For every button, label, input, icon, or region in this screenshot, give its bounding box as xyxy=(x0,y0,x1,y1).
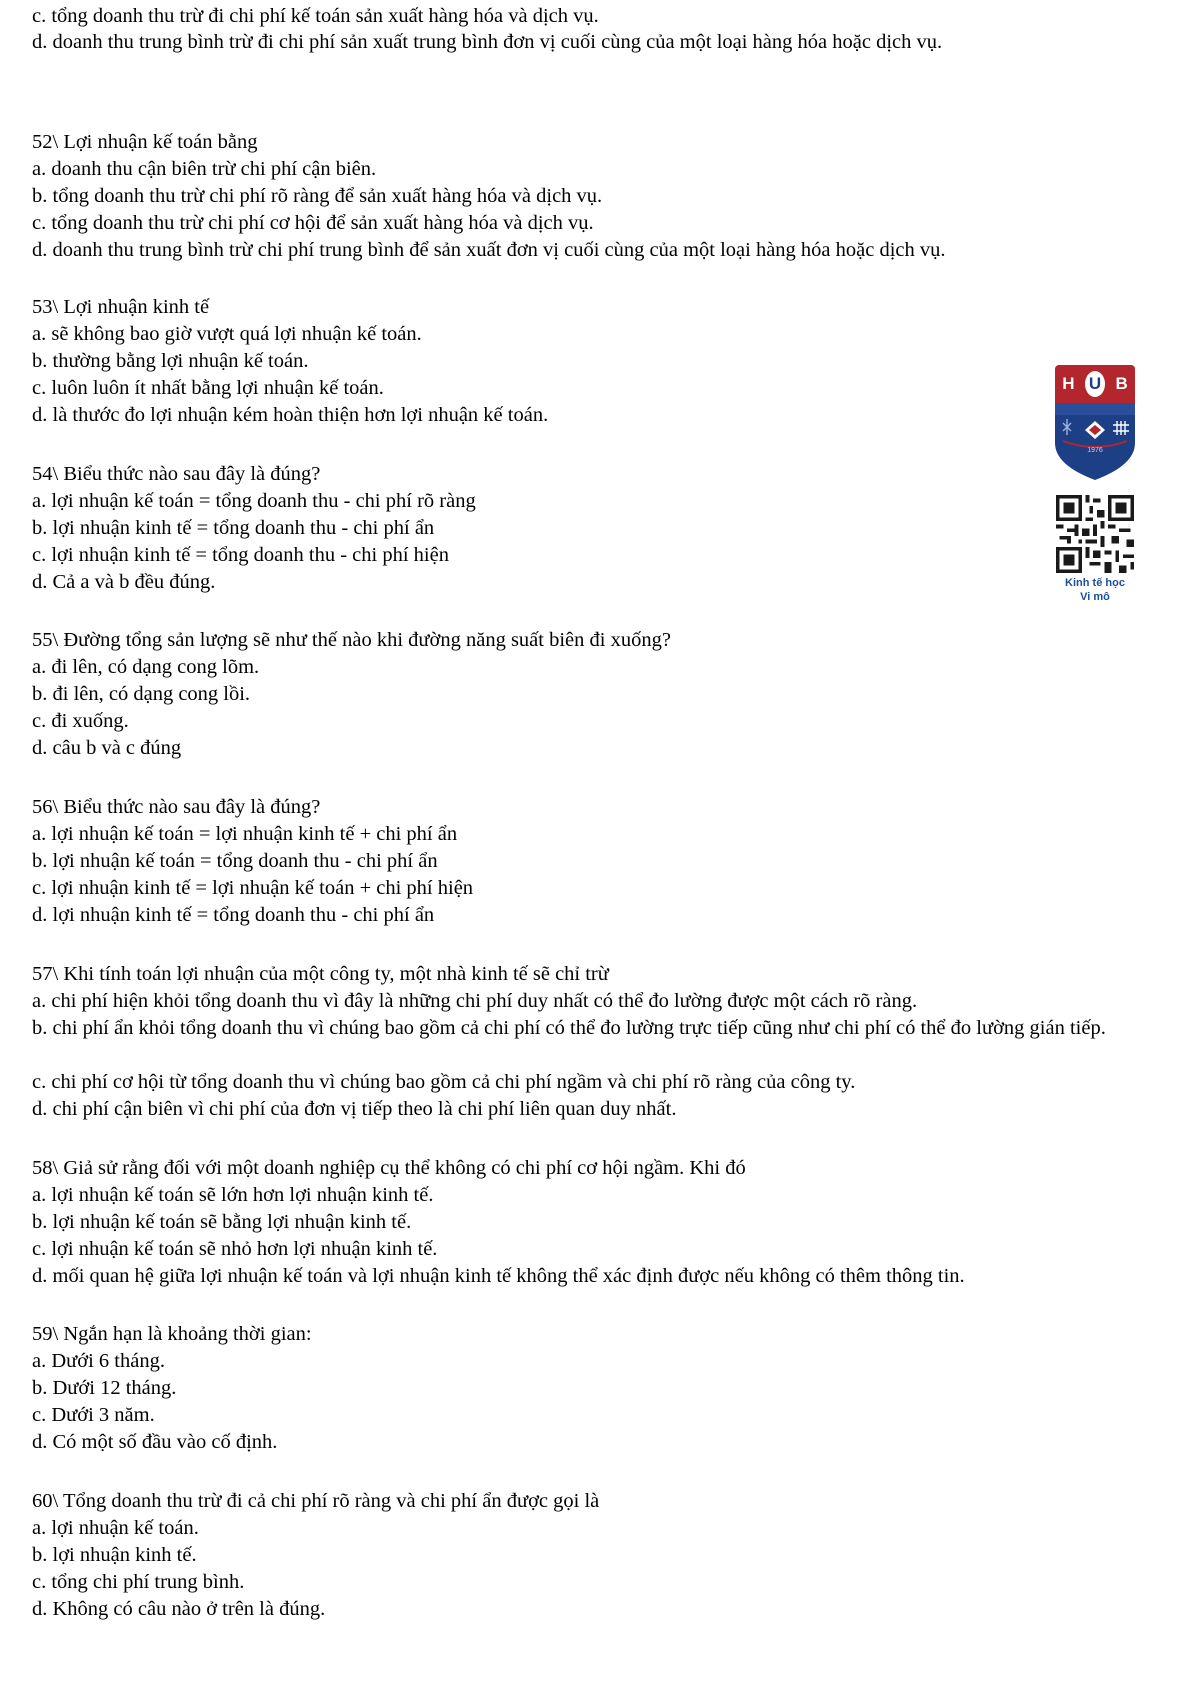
question-title: 52\ Lợi nhuận kế toán bằng xyxy=(32,131,258,153)
answer-option: d. Không có câu nào ở trên là đúng. xyxy=(32,1598,326,1620)
answer-option: d. chi phí cận biên vì chi phí của đơn vị tiếp theo là chi phí liên quan duy nhất. xyxy=(32,1098,677,1120)
answer-option: c. đi xuống. xyxy=(32,710,129,732)
answer-option: b. lợi nhuận kinh tế = tổng doanh thu - chi phí ẩn xyxy=(32,517,435,539)
logo-letter: H xyxy=(1062,374,1075,393)
answer-option: d. lợi nhuận kinh tế = tổng doanh thu - chi phí ẩn xyxy=(32,904,435,926)
shield-icon xyxy=(1055,403,1135,480)
answer-option: c. tổng doanh thu trừ chi phí cơ hội để sản xuất hàng hóa và dịch vụ. xyxy=(32,212,594,234)
question-title: 60\ Tổng doanh thu trừ đi cả chi phí rõ ràng và chi phí ẩn được gọi là xyxy=(32,1490,600,1512)
answer-option: a. sẽ không bao giờ vượt quá lợi nhuận kế toán. xyxy=(32,323,422,345)
answer-option: c. luôn luôn ít nhất bằng lợi nhuận kế toán. xyxy=(32,377,384,399)
answer-option: a. chi phí hiện khỏi tổng doanh thu vì đây là những chi phí duy nhất có thể đo lường được một cách rõ ràng. xyxy=(32,990,918,1012)
answer-option: c. lợi nhuận kinh tế = lợi nhuận kế toán + chi phí hiện xyxy=(32,877,474,899)
logo-letters xyxy=(1055,365,1135,403)
answer-option: a. lợi nhuận kế toán = lợi nhuận kinh tế + chi phí ẩn xyxy=(32,823,458,845)
subject-caption: Kinh tế học xyxy=(1065,577,1125,589)
answer-option: a. lợi nhuận kế toán sẽ lớn hơn lợi nhuận kinh tế. xyxy=(32,1184,434,1206)
question-title: 58\ Giả sử rằng đối với một doanh nghiệp cụ thể không có chi phí cơ hội ngầm. Khi đó xyxy=(32,1157,746,1179)
answer-option: d. Có một số đầu vào cố định. xyxy=(32,1431,278,1453)
answer-option: a. lợi nhuận kế toán = tổng doanh thu - chi phí rõ ràng xyxy=(32,490,476,512)
answer-option: c. lợi nhuận kinh tế = tổng doanh thu - chi phí hiện xyxy=(32,544,449,566)
answer-option: c. chi phí cơ hội từ tổng doanh thu vì chúng bao gồm cả chi phí ngầm và chi phí rõ ràng của công ty. xyxy=(32,1071,856,1093)
question-title: 57\ Khi tính toán lợi nhuận của một công ty, một nhà kinh tế sẽ chỉ trừ xyxy=(32,963,609,985)
answer-option: a. Dưới 6 tháng. xyxy=(32,1350,165,1372)
answer-option: b. lợi nhuận kế toán sẽ bằng lợi nhuận kinh tế. xyxy=(32,1211,412,1233)
hub-logo xyxy=(1055,365,1135,480)
text-line: c. tổng doanh thu trừ đi chi phí kế toán sản xuất hàng hóa và dịch vụ. xyxy=(32,5,599,27)
answer-option: d. Cả a và b đều đúng. xyxy=(32,571,216,593)
question-title: 54\ Biểu thức nào sau đây là đúng? xyxy=(32,463,321,485)
answer-option: b. tổng doanh thu trừ chi phí rõ ràng để sản xuất hàng hóa và dịch vụ. xyxy=(32,185,603,207)
answer-option: b. lợi nhuận kế toán = tổng doanh thu - chi phí ẩn xyxy=(32,850,438,872)
question-title: 53\ Lợi nhuận kinh tế xyxy=(32,296,210,318)
answer-option: d. là thước đo lợi nhuận kém hoàn thiện hơn lợi nhuận kế toán. xyxy=(32,404,549,426)
answer-option: c. lợi nhuận kế toán sẽ nhỏ hơn lợi nhuận kinh tế. xyxy=(32,1238,438,1260)
question-title: 59\ Ngắn hạn là khoảng thời gian: xyxy=(32,1323,312,1345)
logo-year: 1976 xyxy=(1087,447,1103,454)
question-title: 55\ Đường tổng sản lượng sẽ như thế nào khi đường năng suất biên đi xuống? xyxy=(32,629,671,651)
logo-letter: U xyxy=(1085,371,1105,397)
answer-option: c. Dưới 3 năm. xyxy=(32,1404,155,1426)
answer-option: a. doanh thu cận biên trừ chi phí cận biên. xyxy=(32,158,377,180)
answer-option: a. đi lên, có dạng cong lõm. xyxy=(32,656,260,678)
answer-option: c. tổng chi phí trung bình. xyxy=(32,1571,245,1593)
answer-option: d. mối quan hệ giữa lợi nhuận kế toán và lợi nhuận kinh tế không thể xác định được nếu không có thêm thông tin. xyxy=(32,1265,965,1287)
answer-option: b. thường bằng lợi nhuận kế toán. xyxy=(32,350,309,372)
answer-option: b. Dưới 12 tháng. xyxy=(32,1377,177,1399)
answer-option: d. câu b và c đúng xyxy=(32,737,182,759)
answer-option: b. chi phí ẩn khỏi tổng doanh thu vì chúng bao gồm cả chi phí có thể đo lường trực tiếp cũng như chi phí có thể đo lường gián tiếp. xyxy=(32,1017,1106,1039)
qr-code-icon xyxy=(1056,495,1134,573)
text-line: d. doanh thu trung bình trừ đi chi phí sản xuất trung bình đơn vị cuối cùng của một loại hàng hóa hoặc dịch vụ. xyxy=(32,31,943,53)
question-title: 56\ Biểu thức nào sau đây là đúng? xyxy=(32,796,321,818)
answer-option: d. doanh thu trung bình trừ chi phí trung bình để sản xuất đơn vị cuối cùng của một loại hàng hóa hoặc dịch vụ. xyxy=(32,239,946,261)
logo-letter: B xyxy=(1115,374,1128,393)
subject-caption-sub: Vi mô xyxy=(1080,591,1110,603)
answer-option: a. lợi nhuận kế toán. xyxy=(32,1517,199,1539)
answer-option: b. đi lên, có dạng cong lồi. xyxy=(32,683,251,705)
answer-option: b. lợi nhuận kinh tế. xyxy=(32,1544,197,1566)
